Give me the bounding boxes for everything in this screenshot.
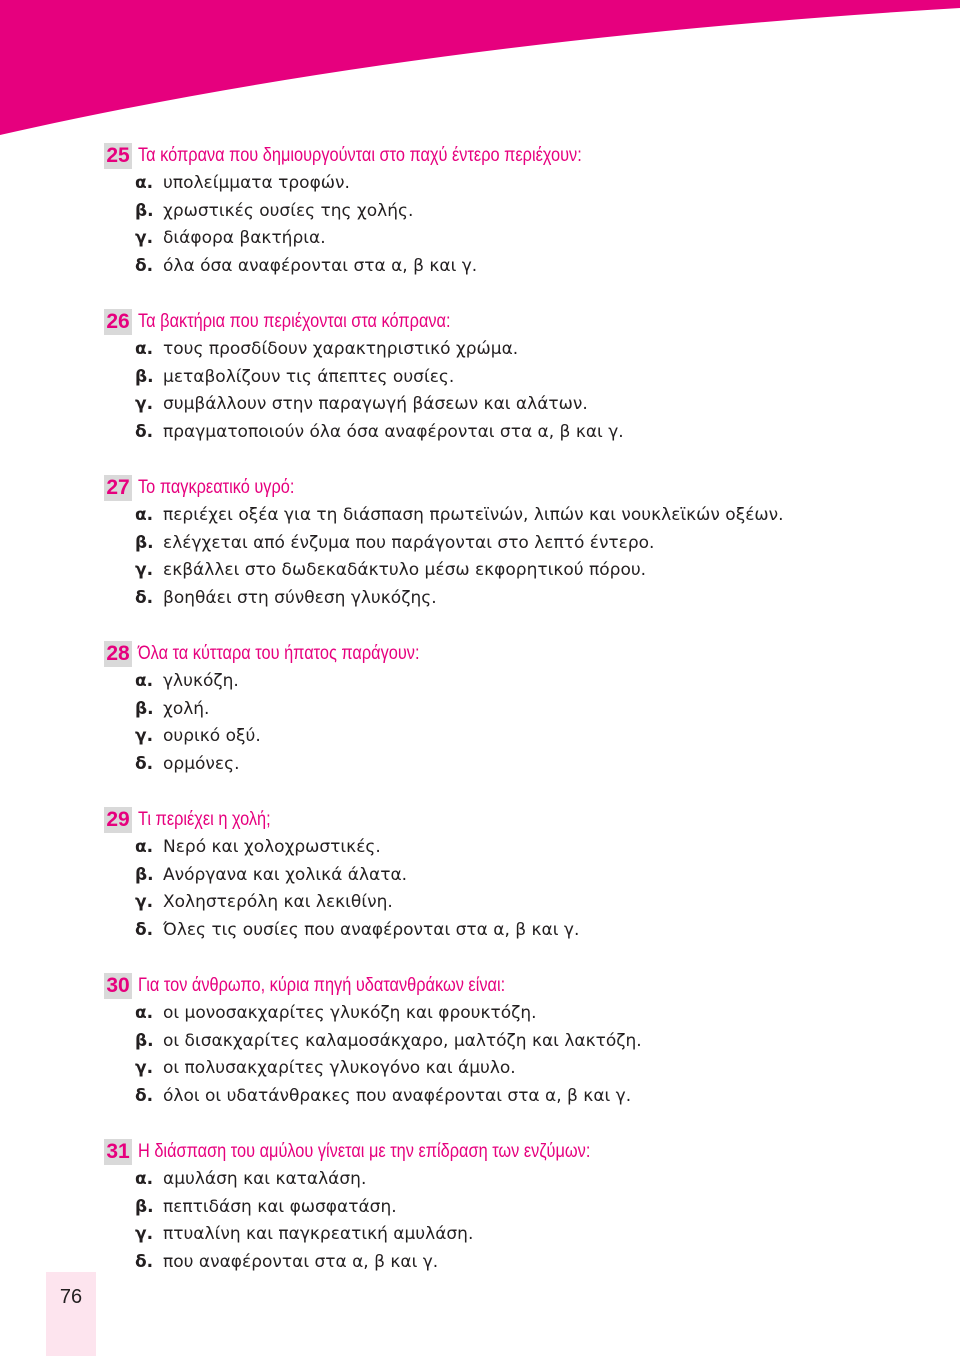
answer-option [104, 862, 924, 890]
question-31 [104, 1138, 924, 1276]
option-letter: γ. [135, 1224, 154, 1244]
answer-option [104, 889, 924, 917]
question-spacer [104, 1110, 924, 1138]
option-text: περιέχει οξέα για τη διάσπαση πρωτεϊνών, λιπών και νουκλεϊκών οξέων. [163, 505, 784, 525]
option-letter: γ. [135, 1058, 154, 1078]
option-text: χρωστικές ουσίες της χολής. [163, 200, 414, 221]
answer-option [104, 253, 924, 281]
question-text: Τι περιέχει η χολή; [138, 809, 271, 830]
option-letter: α. [135, 173, 154, 193]
option-text: αμυλάση και καταλάση. [163, 1169, 367, 1189]
answer-option [104, 1083, 924, 1111]
question-header [104, 474, 924, 502]
option-text: Ανόργανα και χολικά άλατα. [163, 864, 408, 885]
question-26 [104, 308, 924, 446]
option-text: συμβάλλουν στην παραγωγή βάσεων και αλάτων. [163, 394, 588, 414]
question-text: Τα κόπρανα που δημιουργούνται στο παχύ έντερο περιέχουν: [138, 145, 582, 166]
option-text: γλυκόζη. [163, 671, 239, 691]
answer-option [104, 1055, 924, 1083]
question-header [104, 142, 924, 170]
option-letter: γ. [135, 560, 154, 580]
question-spacer [104, 446, 924, 474]
answer-option [104, 1194, 924, 1222]
answer-option [104, 557, 924, 585]
option-text: πραγματοποιούν όλα όσα αναφέρονται στα α, β και γ. [163, 421, 624, 442]
option-text: οι δισακχαρίτες καλαμοσάκχαρο, μαλτόζη και λακτόζη. [163, 1030, 642, 1051]
option-letter: α. [135, 339, 154, 359]
question-30 [104, 972, 924, 1110]
question-number-badge: 31 [104, 1139, 132, 1165]
option-letter: δ. [135, 1085, 154, 1106]
answer-option [104, 502, 924, 530]
question-header [104, 1138, 924, 1166]
answer-options [104, 668, 924, 778]
answer-option [104, 834, 924, 862]
option-text: χολή. [163, 698, 210, 719]
option-letter: α. [135, 671, 154, 691]
question-27 [104, 474, 924, 612]
option-letter: α. [135, 837, 154, 857]
question-28 [104, 640, 924, 778]
option-letter: β. [135, 1196, 154, 1217]
option-text: Όλες τις ουσίες που αναφέρονται στα α, β και γ. [163, 919, 580, 940]
answer-option [104, 198, 924, 226]
option-letter: γ. [135, 892, 154, 912]
option-text: μεταβολίζουν τις άπεπτες ουσίες. [163, 366, 455, 387]
option-text: διάφορα βακτήρια. [163, 228, 326, 248]
answer-option [104, 225, 924, 253]
answer-option [104, 170, 924, 198]
answer-option [104, 1249, 924, 1277]
answer-option [104, 1028, 924, 1056]
question-29 [104, 806, 924, 944]
question-header [104, 806, 924, 834]
question-text: Η διάσπαση του αμύλου γίνεται με την επίδραση των ενζύμων: [138, 1141, 591, 1162]
answer-option [104, 585, 924, 613]
question-header [104, 972, 924, 1000]
question-text: Τα βακτήρια που περιέχονται στα κόπρανα: [138, 311, 451, 332]
question-number-badge: 30 [104, 973, 132, 999]
option-text: οι μονοσακχαρίτες γλυκόζη και φρουκτόζη. [163, 1003, 537, 1023]
answer-options [104, 336, 924, 446]
answer-option [104, 751, 924, 779]
question-header [104, 308, 924, 336]
question-spacer [104, 778, 924, 806]
option-text: ουρικό οξύ. [163, 726, 261, 746]
option-letter: β. [135, 864, 154, 885]
option-text: υπολείμματα τροφών. [163, 173, 350, 193]
question-number-badge: 25 [104, 143, 132, 169]
answer-option [104, 1221, 924, 1249]
option-letter: δ. [135, 255, 154, 276]
answer-option [104, 391, 924, 419]
question-text: Όλα τα κύτταρα του ήπατος παράγουν: [138, 643, 420, 664]
question-spacer [104, 944, 924, 972]
option-text: ορμόνες. [163, 753, 240, 774]
option-text: ελέγχεται από ένζυμα που παράγονται στο λεπτό έντερο. [163, 532, 655, 553]
option-text: πεπτιδάση και φωσφατάση. [163, 1196, 397, 1217]
option-text: όλα όσα αναφέρονται στα α, β και γ. [163, 255, 478, 276]
answer-options [104, 170, 924, 280]
option-letter: α. [135, 1169, 154, 1189]
option-letter: δ. [135, 1251, 154, 1272]
question-text: Για τον άνθρωπο, κύρια πηγή υδατανθράκων είναι: [138, 975, 506, 996]
option-letter: δ. [135, 421, 154, 442]
option-letter: δ. [135, 753, 154, 774]
option-text: πτυαλίνη και παγκρεατική αμυλάση. [163, 1224, 474, 1244]
answer-option [104, 530, 924, 558]
option-letter: β. [135, 200, 154, 221]
option-letter: δ. [135, 919, 154, 940]
answer-option [104, 696, 924, 724]
question-list [104, 142, 924, 1276]
option-text: τους προσδίδουν χαρακτηριστικό χρώμα. [163, 339, 519, 359]
answer-option [104, 364, 924, 392]
option-text: που αναφέρονται στα α, β και γ. [163, 1251, 439, 1272]
option-text: Νερό και χολοχρωστικές. [163, 837, 381, 857]
answer-option [104, 1166, 924, 1194]
option-letter: δ. [135, 587, 154, 608]
option-text: βοηθάει στη σύνθεση γλυκόζης. [163, 587, 437, 608]
answer-option [104, 1000, 924, 1028]
option-letter: γ. [135, 228, 154, 248]
pink-header-banner [0, 0, 960, 140]
option-letter: β. [135, 1030, 154, 1051]
option-text: οι πολυσακχαρίτες γλυκογόνο και άμυλο. [163, 1058, 516, 1078]
answer-options [104, 1000, 924, 1110]
question-number-badge: 27 [104, 475, 132, 501]
question-header [104, 640, 924, 668]
answer-option [104, 419, 924, 447]
option-letter: α. [135, 1003, 154, 1023]
question-25 [104, 142, 924, 280]
answer-option [104, 668, 924, 696]
option-text: όλοι οι υδατάνθρακες που αναφέρονται στα α, β και γ. [163, 1085, 632, 1106]
question-spacer [104, 280, 924, 308]
option-letter: β. [135, 698, 154, 719]
option-letter: β. [135, 366, 154, 387]
answer-option [104, 336, 924, 364]
answer-option [104, 723, 924, 751]
page-number-tab [46, 1272, 96, 1356]
option-letter: β. [135, 532, 154, 553]
option-letter: γ. [135, 394, 154, 414]
option-letter: α. [135, 505, 154, 525]
answer-options [104, 1166, 924, 1276]
answer-options [104, 502, 924, 612]
option-letter: γ. [135, 726, 154, 746]
question-number-badge: 26 [104, 309, 132, 335]
question-number-badge: 28 [104, 641, 132, 667]
answer-options [104, 834, 924, 944]
page-number: 76 [59, 1286, 83, 1308]
question-number-badge: 29 [104, 807, 132, 833]
option-text: εκβάλλει στο δωδεκαδάκτυλο μέσω εκφορητικού πόρου. [163, 560, 647, 580]
answer-option [104, 917, 924, 945]
option-text: Χοληστερόλη και λεκιθίνη. [163, 892, 393, 912]
question-spacer [104, 612, 924, 640]
question-text: Το παγκρεατικό υγρό: [138, 477, 295, 498]
